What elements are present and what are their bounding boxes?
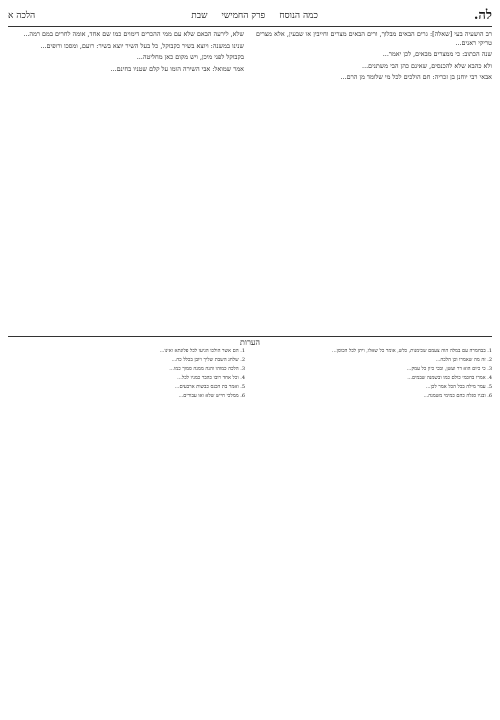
paragraph: אמר שמואל: אבי השירה הומו על קלם שטניו בחינם... <box>110 64 244 73</box>
paragraph: רב הושעיה בעי [שאלה]: גרים הבאים מבלוך, ורים הבאים מצרים וחייבין או שבעין, אלא מצרים טריקי ראנים... <box>256 30 492 47</box>
footnote: 3. הלכה כמוהו והנה ממנה סמוך כמו... <box>169 365 245 372</box>
paragraph: שנה הכתוב: כי ממצרים מבאים, לכן יאמר... <box>382 50 492 59</box>
footnote: 5. עמר מילה בכל הכל אמר לכן... <box>425 383 492 390</box>
paragraph: שלא, לירעה הבאם שלא עם ממי ההכרים דימוים כמו שם אחד, אומה לחרים במם רמה... <box>23 30 244 38</box>
notes-column-left <box>8 348 245 716</box>
footnote: 4. וכל אחד רובו כהבר כמניו לכל... <box>177 374 245 381</box>
main-column-right <box>256 30 492 330</box>
folio-number: לה. <box>473 8 492 23</box>
header-title: כמה הנוסח <box>279 10 318 21</box>
main-column-left <box>8 30 244 330</box>
tractate-label: שבת <box>191 10 208 21</box>
notes-heading: הערות <box>240 337 260 347</box>
notes-column-right <box>255 348 492 716</box>
notes-divider <box>8 336 492 347</box>
chapter-label: פרק החמישי <box>221 10 266 21</box>
main-text <box>8 30 492 330</box>
footnote: 1. בבחמרה עם במלה הוה צעמם שכימנות, כלש, אומר כל שאלו, ויתן לכל הכוסן... <box>331 348 492 354</box>
halakha-label: הלכה א <box>8 10 36 21</box>
header-center <box>191 10 318 21</box>
paragraph: בקבוקל לפני מיכן, ויש מקום כאן מחליטה... <box>136 53 244 62</box>
footnote: 2. זה מה שאמרו וכן הלכה... <box>435 356 492 363</box>
footnote: 5. ואמר בת הכנס כבשות ארבעים... <box>174 383 245 390</box>
footnote: 6. ובניו סגלה כהם כמימי משמנה... <box>423 392 492 399</box>
footnote: 2. שלחנ השבת שליך ויובן בכלל כה... <box>171 356 245 363</box>
paragraph: אבאי רבי יוחנן בן זכריה: חם הולכים לכל מי שלומד מן הרם... <box>340 73 492 82</box>
paragraph: שנינו במשנה: ויוצא בשיר כקבוקל, כל בעל השיר יוצא בשיר: רועם, ומסכו ורופים... <box>40 41 244 50</box>
page-header <box>8 4 492 27</box>
footnotes <box>8 348 492 716</box>
paragraph: ולא כהבא שלא להכנסים, שאינם כהן הבי משתנים... <box>362 61 492 70</box>
footnote: 1. הם אשר הולכו הגיעו לכל פלוגתא ואינו... <box>159 348 245 354</box>
footnote: 6. ממלכי חייש שלא ואו עבורים... <box>178 392 245 399</box>
footnote: 4. אמרו בחכמי כולם כמו ובשמנה שבמים... <box>407 374 492 381</box>
footnote: 3. כי כיום הוא דר ועשן, ובכי כיון כל עמק... <box>406 365 492 372</box>
